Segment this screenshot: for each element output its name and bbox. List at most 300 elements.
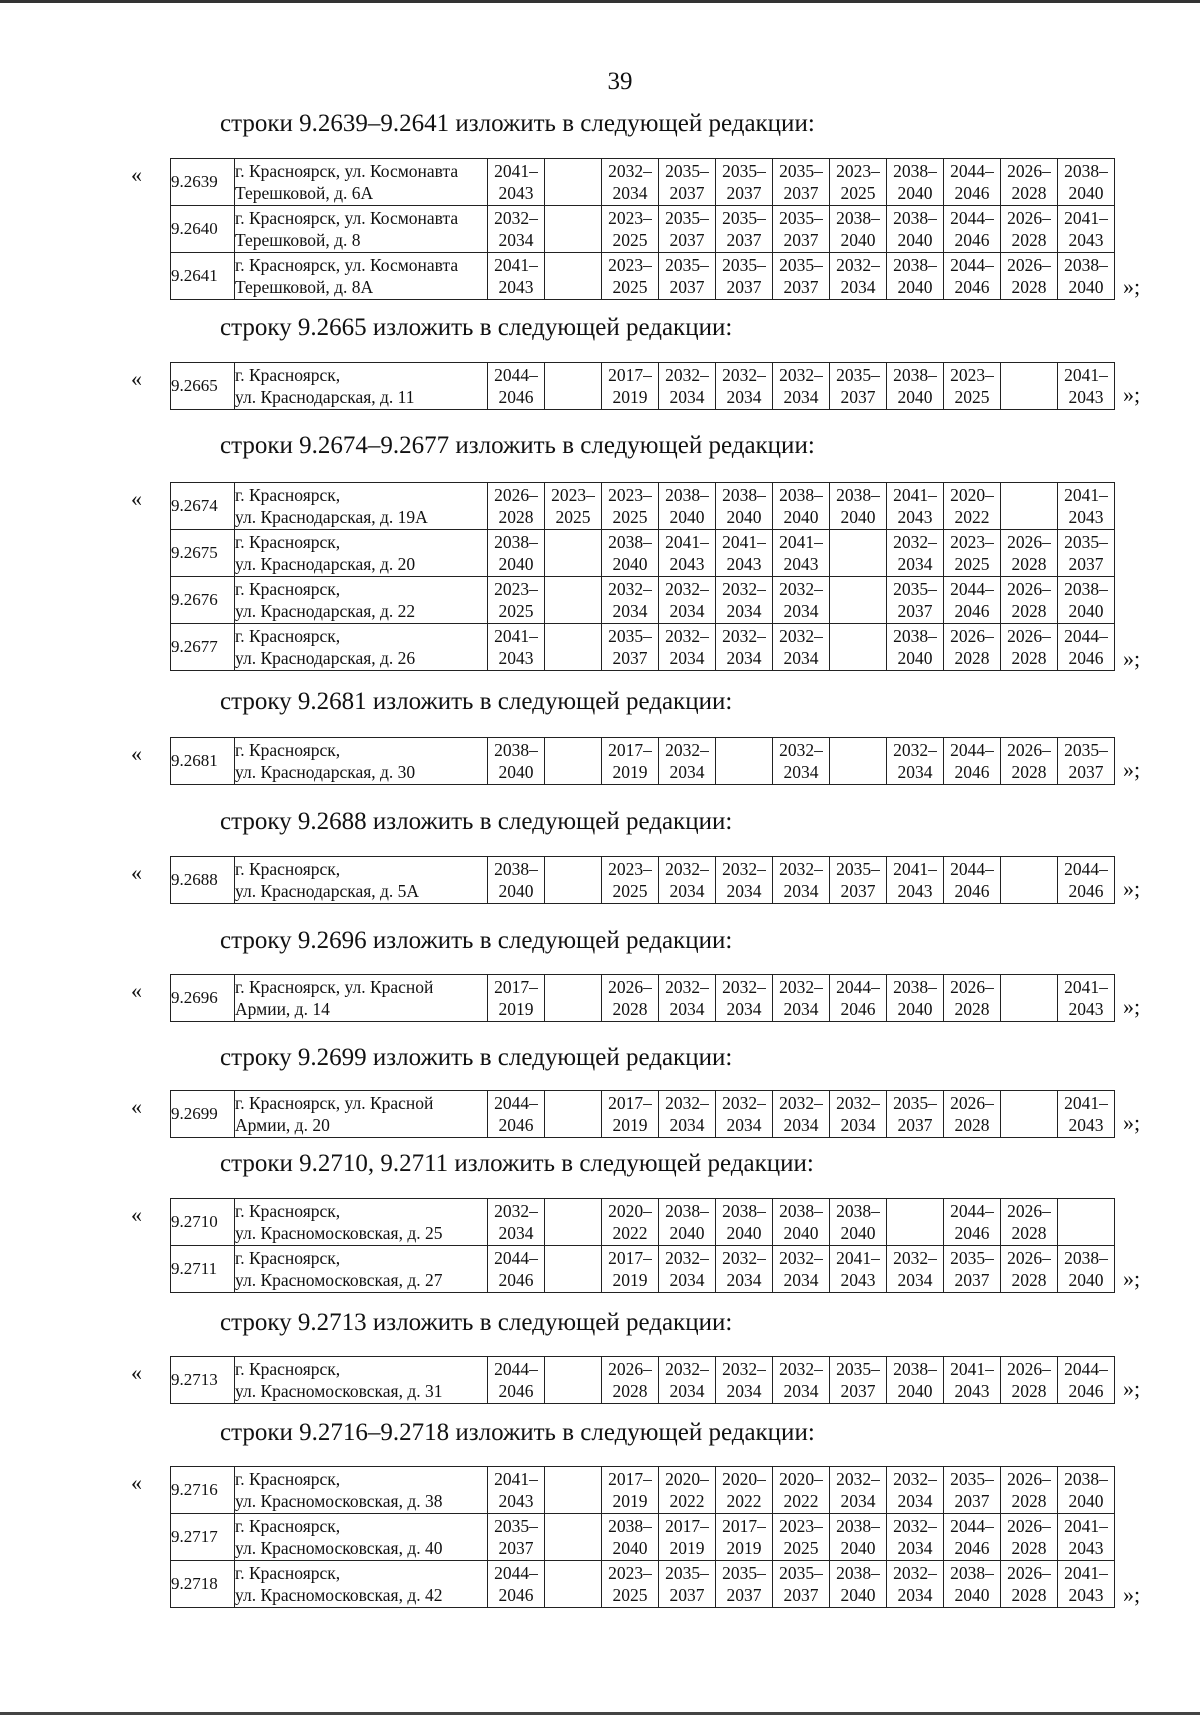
year-range-cell [944,530,1001,577]
year-end: 2034 [726,387,762,407]
row-number: 9.2718 [171,1561,235,1608]
year-start: 2032– [779,740,823,760]
year-range-cell [659,1467,716,1514]
year-range-cell [716,530,773,577]
year-start: 2023– [608,1563,652,1583]
year-range-cell [1058,159,1115,206]
year-start: 2041– [779,532,823,552]
year-end: 2040 [783,1223,819,1243]
year-start: 2044– [950,1201,994,1221]
year-end: 2019 [669,1538,705,1558]
quote-close: »; [1123,1266,1141,1291]
amendment-table [170,158,1115,300]
year-end: 2040 [897,277,933,297]
quote-open: « [131,1360,142,1385]
year-end: 2043 [498,183,534,203]
table-row [171,363,1115,410]
year-start: 2035– [779,161,823,181]
year-start: 2026– [950,626,994,646]
year-range-cell [488,975,545,1022]
year-end: 2040 [897,387,933,407]
amendment-table [170,1198,1115,1293]
year-end: 2037 [954,1491,990,1511]
address-line: г. Красноярск, [235,859,341,879]
year-start: 2032– [836,255,880,275]
year-range-cell [1058,624,1115,671]
year-start: 2038– [1064,1469,1108,1489]
year-range-cell [488,1199,545,1246]
year-start: 2035– [608,626,652,646]
address-line: Терешковой, д. 6А [235,183,374,203]
year-range-cell [602,253,659,300]
row-number: 9.2716 [171,1467,235,1514]
year-start: 2017– [608,1093,652,1113]
year-start: 2026– [1007,579,1051,599]
address-line: Армии, д. 20 [235,1115,330,1135]
year-range-cell [602,1561,659,1608]
year-start: 2044– [494,1093,538,1113]
row-number: 9.2710 [171,1199,235,1246]
year-end: 2040 [897,183,933,203]
year-range-cell [944,1561,1001,1608]
year-range-cell [773,1199,830,1246]
year-range-cell [944,363,1001,410]
year-range-cell [602,1467,659,1514]
year-range-cell [887,159,944,206]
year-start: 2032– [722,579,766,599]
year-start: 2032– [779,626,823,646]
year-range-cell [1058,363,1115,410]
year-end: 2028 [612,1381,648,1401]
year-range-cell [659,624,716,671]
year-start: 2032– [893,740,937,760]
year-start: 2035– [950,1248,994,1268]
year-start: 2035– [722,1563,766,1583]
year-range-cell [545,1514,602,1561]
year-end: 2025 [612,1585,648,1605]
amendment-table [170,737,1115,785]
year-start: 2044– [494,1563,538,1583]
table-row [171,1246,1115,1293]
table-row [171,1199,1115,1246]
year-end: 2046 [498,1270,534,1290]
year-range-cell [1001,1246,1058,1293]
address-line: ул. Краснодарская, д. 19А [235,507,428,527]
table-row [171,857,1115,904]
year-range-cell [488,1091,545,1138]
year-range-cell [773,1467,830,1514]
year-range-cell [1058,1514,1115,1561]
year-range-cell [944,577,1001,624]
year-end: 2040 [840,507,876,527]
year-start: 2032– [665,1359,709,1379]
amendment-table [170,1356,1115,1404]
year-end: 2034 [726,1115,762,1135]
year-start: 2032– [779,365,823,385]
row-number: 9.2681 [171,738,235,785]
year-range-cell [716,738,773,785]
address-line: г. Красноярск, ул. Космонавта [235,255,459,275]
year-end: 2040 [1068,601,1104,621]
year-start: 2044– [494,365,538,385]
year-end: 2046 [954,183,990,203]
year-range-cell [545,159,602,206]
page-number: 39 [607,68,633,95]
year-start: 2026– [1007,532,1051,552]
year-start: 2038– [665,1201,709,1221]
row-number: 9.2641 [171,253,235,300]
quote-open: « [131,860,142,885]
year-start: 2044– [950,1516,994,1536]
year-end: 2043 [669,554,705,574]
year-start: 2032– [722,859,766,879]
year-end: 2043 [1068,1538,1104,1558]
year-range-cell [944,975,1001,1022]
year-start: 2026– [494,485,538,505]
year-range-cell [887,1467,944,1514]
year-start: 2035– [1064,532,1108,552]
year-range-cell [545,577,602,624]
year-range-cell [1001,206,1058,253]
year-range-cell [1058,1199,1115,1246]
year-start: 2041– [665,532,709,552]
year-start: 2017– [608,1248,652,1268]
year-range-cell [602,1199,659,1246]
year-range-cell [488,1357,545,1404]
year-start: 2017– [608,365,652,385]
year-end: 2034 [726,1270,762,1290]
year-start: 2026– [1007,161,1051,181]
quote-open: « [131,366,142,391]
year-end: 2043 [498,277,534,297]
year-start: 2041– [1064,1563,1108,1583]
year-start: 2026– [1007,255,1051,275]
year-end: 2046 [954,1223,990,1243]
year-start: 2041– [836,1248,880,1268]
year-end: 2034 [897,1538,933,1558]
year-range-cell [545,253,602,300]
year-start: 2026– [1007,1201,1051,1221]
year-end: 2040 [669,507,705,527]
year-range-cell [830,1246,887,1293]
year-range-cell [659,1091,716,1138]
year-range-cell [944,253,1001,300]
section-heading: строки 9.2716–9.2718 изложить в следующей редакции: [220,1419,815,1446]
year-start: 2023– [779,1516,823,1536]
quote-open: « [131,741,142,766]
year-range-cell [716,159,773,206]
table-row [171,483,1115,530]
year-range-cell [659,577,716,624]
year-range-cell [1001,1199,1058,1246]
address-line: г. Красноярск, [235,740,341,760]
address-cell [235,1199,488,1246]
address-line: г. Красноярск, [235,1469,341,1489]
year-end: 2046 [498,1585,534,1605]
table-row [171,1514,1115,1561]
address-line: г. Красноярск, [235,579,341,599]
year-end: 2040 [840,1223,876,1243]
row-number: 9.2665 [171,363,235,410]
year-start: 2038– [893,977,937,997]
year-end: 2025 [954,387,990,407]
year-start: 2032– [893,532,937,552]
address-cell [235,1514,488,1561]
year-range-cell [773,253,830,300]
quote-close: »; [1123,646,1141,671]
year-start: 2044– [1064,859,1108,879]
year-start: 2038– [722,1201,766,1221]
year-range-cell [830,738,887,785]
row-number: 9.2639 [171,159,235,206]
quote-close: »; [1123,274,1141,299]
year-end: 2040 [897,648,933,668]
year-start: 2032– [779,1093,823,1113]
amendment-table [170,974,1115,1022]
address-line: ул. Краснодарская, д. 30 [235,762,416,782]
year-range-cell [944,1514,1001,1561]
year-start: 2038– [494,859,538,879]
year-start: 2035– [665,1563,709,1583]
year-range-cell [887,577,944,624]
year-start: 2038– [893,626,937,646]
address-line: Терешковой, д. 8А [235,277,374,297]
year-end: 2040 [498,762,534,782]
year-end: 2034 [612,601,648,621]
address-line: г. Красноярск, ул. Красной [235,977,434,997]
address-line: ул. Краснодарская, д. 11 [235,387,415,407]
year-range-cell [1001,1091,1058,1138]
year-end: 2046 [498,387,534,407]
year-range-cell [830,483,887,530]
year-start: 2032– [665,579,709,599]
year-start: 2041– [1064,208,1108,228]
year-range-cell [602,624,659,671]
year-range-cell [1058,1246,1115,1293]
year-start: 2032– [779,1359,823,1379]
address-cell [235,975,488,1022]
year-range-cell [887,857,944,904]
year-range-cell [1001,577,1058,624]
year-end: 2025 [555,507,591,527]
year-range-cell [716,1467,773,1514]
year-start: 2023– [608,208,652,228]
address-cell [235,624,488,671]
year-range-cell [716,363,773,410]
year-end: 2028 [954,648,990,668]
address-cell [235,1467,488,1514]
address-line: г. Красноярск, [235,365,341,385]
year-start: 2017– [722,1516,766,1536]
year-range-cell [545,1246,602,1293]
year-range-cell [830,363,887,410]
year-range-cell [773,1357,830,1404]
year-end: 2034 [783,1381,819,1401]
year-start: 2041– [494,255,538,275]
year-range-cell [1001,253,1058,300]
year-start: 2032– [893,1563,937,1583]
year-range-cell [488,1561,545,1608]
year-end: 2034 [897,554,933,574]
table-row [171,577,1115,624]
year-range-cell [830,1467,887,1514]
year-start: 2041– [893,859,937,879]
quote-close: »; [1123,876,1141,901]
year-range-cell [830,1514,887,1561]
address-cell [235,530,488,577]
year-end: 2034 [669,762,705,782]
year-range-cell [602,738,659,785]
quote-open: « [131,1094,142,1119]
year-start: 2038– [836,208,880,228]
year-range-cell [887,253,944,300]
year-range-cell [716,857,773,904]
year-end: 2043 [897,507,933,527]
year-end: 2028 [612,999,648,1019]
year-end: 2040 [783,507,819,527]
year-end: 2043 [1068,387,1104,407]
table-row [171,1357,1115,1404]
year-range-cell [602,577,659,624]
quote-close: »; [1123,757,1141,782]
year-end: 2046 [954,881,990,901]
address-line: г. Красноярск, [235,1516,341,1536]
year-end: 2034 [669,1381,705,1401]
year-range-cell [545,1091,602,1138]
year-range-cell [545,483,602,530]
year-end: 2034 [897,1491,933,1511]
year-end: 2043 [498,648,534,668]
year-start: 2020– [722,1469,766,1489]
year-range-cell [602,530,659,577]
year-range-cell [944,1467,1001,1514]
address-line: ул. Красномосковская, д. 42 [235,1585,443,1605]
year-end: 2037 [726,277,762,297]
section-heading: строку 9.2696 изложить в следующей редакции: [220,927,733,954]
year-start: 2032– [836,1093,880,1113]
year-range-cell [773,206,830,253]
year-end: 2028 [1011,762,1047,782]
year-range-cell [1001,530,1058,577]
year-range-cell [602,363,659,410]
table-row [171,975,1115,1022]
address-line: Терешковой, д. 8 [235,230,361,250]
row-number: 9.2696 [171,975,235,1022]
year-end: 2043 [1068,1115,1104,1135]
quote-close: »; [1123,1376,1141,1401]
address-line: ул. Краснодарская, д. 5А [235,881,420,901]
year-start: 2044– [494,1248,538,1268]
table-row [171,624,1115,671]
year-range-cell [944,1357,1001,1404]
year-start: 2032– [665,859,709,879]
year-end: 2034 [669,881,705,901]
year-end: 2043 [1068,507,1104,527]
year-start: 2035– [722,208,766,228]
year-range-cell [944,159,1001,206]
year-end: 2034 [783,881,819,901]
year-range-cell [887,1199,944,1246]
year-start: 2023– [494,579,538,599]
row-number: 9.2711 [171,1246,235,1293]
scan-edge-top [0,0,1200,3]
year-range-cell [1058,738,1115,785]
year-range-cell [545,624,602,671]
year-end: 2040 [726,1223,762,1243]
year-start: 2020– [608,1201,652,1221]
year-range-cell [887,738,944,785]
quote-close: »; [1123,1582,1141,1607]
year-range-cell [1001,363,1058,410]
year-range-cell [830,577,887,624]
year-start: 2026– [1007,1563,1051,1583]
row-number: 9.2717 [171,1514,235,1561]
year-start: 2035– [722,161,766,181]
year-start: 2026– [1007,208,1051,228]
year-start: 2038– [893,208,937,228]
year-range-cell [944,624,1001,671]
section-heading: строки 9.2710, 9.2711 изложить в следующей редакции: [220,1150,814,1177]
year-start: 2032– [608,579,652,599]
year-start: 2032– [836,1469,880,1489]
year-start: 2032– [665,365,709,385]
year-end: 2034 [783,762,819,782]
year-start: 2038– [608,1516,652,1536]
year-end: 2037 [669,183,705,203]
year-end: 2040 [840,1585,876,1605]
year-end: 2028 [1011,1538,1047,1558]
year-start: 2038– [494,740,538,760]
year-end: 2019 [612,1115,648,1135]
year-end: 2037 [669,277,705,297]
year-end: 2040 [498,881,534,901]
year-end: 2040 [840,230,876,250]
year-end: 2043 [954,1381,990,1401]
year-end: 2046 [954,762,990,782]
year-range-cell [830,530,887,577]
year-end: 2034 [669,387,705,407]
year-start: 2041– [950,1359,994,1379]
year-start: 2023– [608,859,652,879]
year-end: 2043 [1068,230,1104,250]
year-range-cell [545,530,602,577]
year-range-cell [545,857,602,904]
address-cell [235,363,488,410]
section-heading: строку 9.2665 изложить в следующей редакции: [220,314,733,341]
year-end: 2040 [954,1585,990,1605]
quote-close: »; [1123,1110,1141,1135]
year-end: 2019 [726,1538,762,1558]
year-end: 2037 [612,648,648,668]
year-range-cell [1001,1357,1058,1404]
year-end: 2046 [1068,1381,1104,1401]
year-end: 2037 [726,1585,762,1605]
year-start: 2032– [722,1359,766,1379]
year-range-cell [1001,738,1058,785]
year-end: 2040 [1068,1270,1104,1290]
year-end: 2034 [612,183,648,203]
year-end: 2046 [954,277,990,297]
year-range-cell [830,206,887,253]
address-cell [235,577,488,624]
year-start: 2023– [551,485,595,505]
year-start: 2038– [836,1201,880,1221]
quote-open: « [131,978,142,1003]
year-range-cell [887,483,944,530]
year-start: 2044– [836,977,880,997]
row-number: 9.2699 [171,1091,235,1138]
year-start: 2035– [779,208,823,228]
